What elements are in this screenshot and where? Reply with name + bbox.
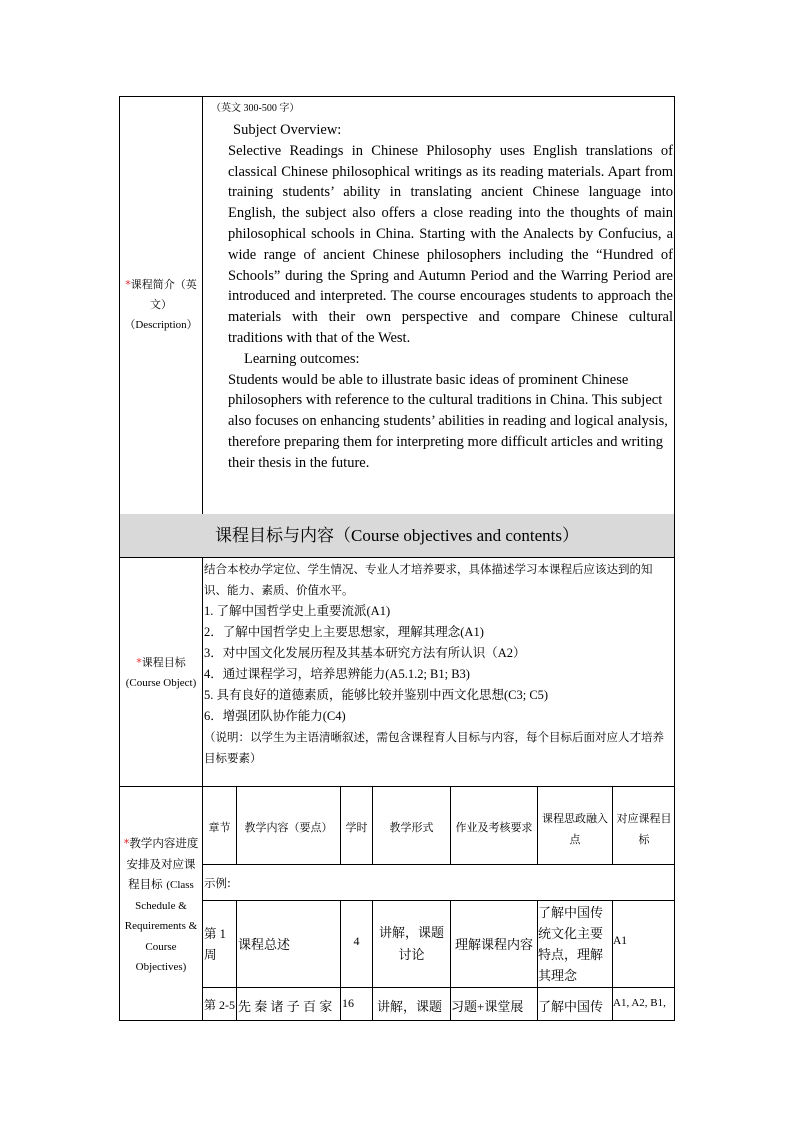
required-marker: *	[125, 278, 131, 291]
required-marker: *	[123, 836, 130, 850]
row1-chapter-line2: 周	[204, 948, 217, 962]
row1-ideology-line4: 其理念	[538, 968, 578, 983]
schedule-label-en-line4: Course	[145, 940, 177, 953]
section-title-cn: 课程目标与内容	[214, 526, 334, 546]
objective-item: 6．增强团队协作能力(C4)	[204, 709, 346, 723]
objectives-label-cn: 课程目标	[141, 656, 186, 669]
row1-assessment: 理解课程内容	[454, 937, 533, 952]
header-chapter: 章节	[208, 821, 231, 834]
section-title-en: （Course objectives and contents）	[333, 526, 580, 545]
column-divider	[236, 900, 237, 1021]
row-divider	[202, 864, 675, 865]
row1-content: 课程总述	[238, 937, 291, 952]
outcomes-title: Learning outcomes:	[244, 350, 360, 367]
row1-chapter	[204, 924, 226, 966]
objectives-intro: 结合本校办学定位、学生情况、专业人才培养要求，具体描述学习本课程后应该达到的知识、能力、素质、价值水平。	[204, 562, 653, 597]
outcomes-text: Students would be able to illustrate basic ideas of prominent Chinese philosophers with reference to the cultural traditions in China. This subject also focuses on enhancing students’ abilities in reading and logical analysis, therefore preparing them for interpreting more difficult articles and writing their thesis in the future.	[228, 371, 668, 471]
objectives-label-en: (Course Object)	[125, 677, 197, 689]
objectives-label	[120, 652, 202, 694]
row2-ideology: 了解中国传	[538, 999, 604, 1014]
objective-item: 3．对中国文化发展历程及其基本研究方法有所认识（A2）	[204, 646, 526, 660]
row1-ideology-line3: 特点，理解	[538, 947, 604, 962]
row2-form: 讲解，课题	[377, 999, 443, 1014]
row2-content: 先 秦 诸 子 百 家	[238, 999, 333, 1014]
row1-form	[373, 922, 450, 966]
description-label-cn-line2: 文）	[150, 298, 172, 311]
column-divider	[340, 900, 341, 1021]
header-ideology-line2: 点	[569, 833, 581, 846]
header-form: 教学形式	[389, 821, 434, 834]
row-divider	[202, 987, 675, 988]
description-label-en: （Description）	[124, 319, 198, 331]
row1-chapter-line1: 第 1	[204, 927, 226, 941]
required-marker: *	[136, 656, 142, 669]
schedule-label-en-line3: Requirements &	[124, 920, 198, 932]
row1-ideology	[538, 902, 612, 986]
row1-form-line2: 讨论	[398, 947, 425, 962]
objective-item: 5. 具有良好的道德素质，能够比较并鉴别中西文化思想(C3; C5)	[204, 688, 549, 702]
header-goal	[613, 808, 675, 850]
schedule-label-cn-line2: 安排及对应课	[126, 856, 196, 871]
overview-title: Subject Overview:	[233, 122, 342, 138]
header-content: 教学内容（要点）	[244, 821, 333, 834]
row-divider	[202, 900, 675, 901]
row2-hours: 16	[342, 996, 354, 1010]
column-divider	[202, 96, 203, 514]
header-ideology	[538, 808, 612, 850]
row2-goal: A1, A2, B1,	[613, 997, 666, 1009]
description-hint: （英文 300-500 字）	[211, 103, 300, 114]
schedule-label-cn-line3: 程目标	[128, 877, 163, 891]
row1-ideology-line1: 了解中国传	[538, 905, 604, 920]
overview-text: Selective Readings in Chinese Philosophy uses English translations of classical Chinese philosophical writings as its reading materials. Apart from training students’ ability in translating ancient Chinese language into English, the subject also offers a close reading into the thoughts of main philosophical schools in China. Starting with the Analects by Confucius, a wide range of ancient Chinese philosophers including the “Hundred of Schools” during the Spring and Autumn Period and the Warring Period are introduced and interpreted. The course encourages students to approach the materials with their own perspective and compare Chinese cultural traditions with that of the West.	[228, 142, 673, 346]
row1-ideology-line2: 统文化主要	[538, 926, 604, 941]
objective-item: 4．通过课程学习，培养思辨能力(A5.1.2; B1; B3)	[204, 667, 470, 681]
header-assessment: 作业及考核要求	[455, 821, 533, 834]
row2-chapter: 第 2-5	[204, 998, 235, 1012]
row2-assessment: 习题+课堂展	[451, 999, 524, 1014]
objectives-content	[204, 559, 674, 769]
schedule-label-en-line5: Objectives)	[135, 961, 187, 973]
objectives-note: （说明：以学生为主语清晰叙述，需包含课程育人目标与内容，每个目标后面对应人才培养目标要素）	[204, 730, 664, 765]
schedule-label-en-line2: Schedule &	[135, 899, 187, 912]
header-ideology-line1: 课程思政融入	[542, 812, 608, 825]
row1-hours: 4	[353, 934, 360, 948]
description-label	[120, 275, 202, 335]
header-hours: 学时	[345, 821, 368, 834]
description-body	[228, 120, 673, 474]
example-label: 示例:	[204, 876, 231, 890]
schedule-label-cn-line1: 教学内容进度	[129, 836, 199, 850]
section-heading	[120, 514, 674, 557]
header-goal-line2: 标	[638, 833, 650, 846]
schedule-label	[120, 833, 202, 978]
description-label-cn-line1: 课程简介（英	[130, 278, 197, 291]
objective-item: 2．了解中国哲学史上主要思想家，理解其理念(A1)	[204, 625, 484, 639]
column-divider	[202, 557, 203, 1021]
schedule-label-en-line1: (Class	[166, 879, 194, 891]
objective-item: 1. 了解中国哲学史上重要流派(A1)	[204, 604, 391, 618]
row1-form-line1: 讲解，课题	[378, 925, 444, 940]
row1-goal: A1	[613, 935, 628, 947]
header-goal-line1: 对应课程目	[616, 812, 672, 825]
